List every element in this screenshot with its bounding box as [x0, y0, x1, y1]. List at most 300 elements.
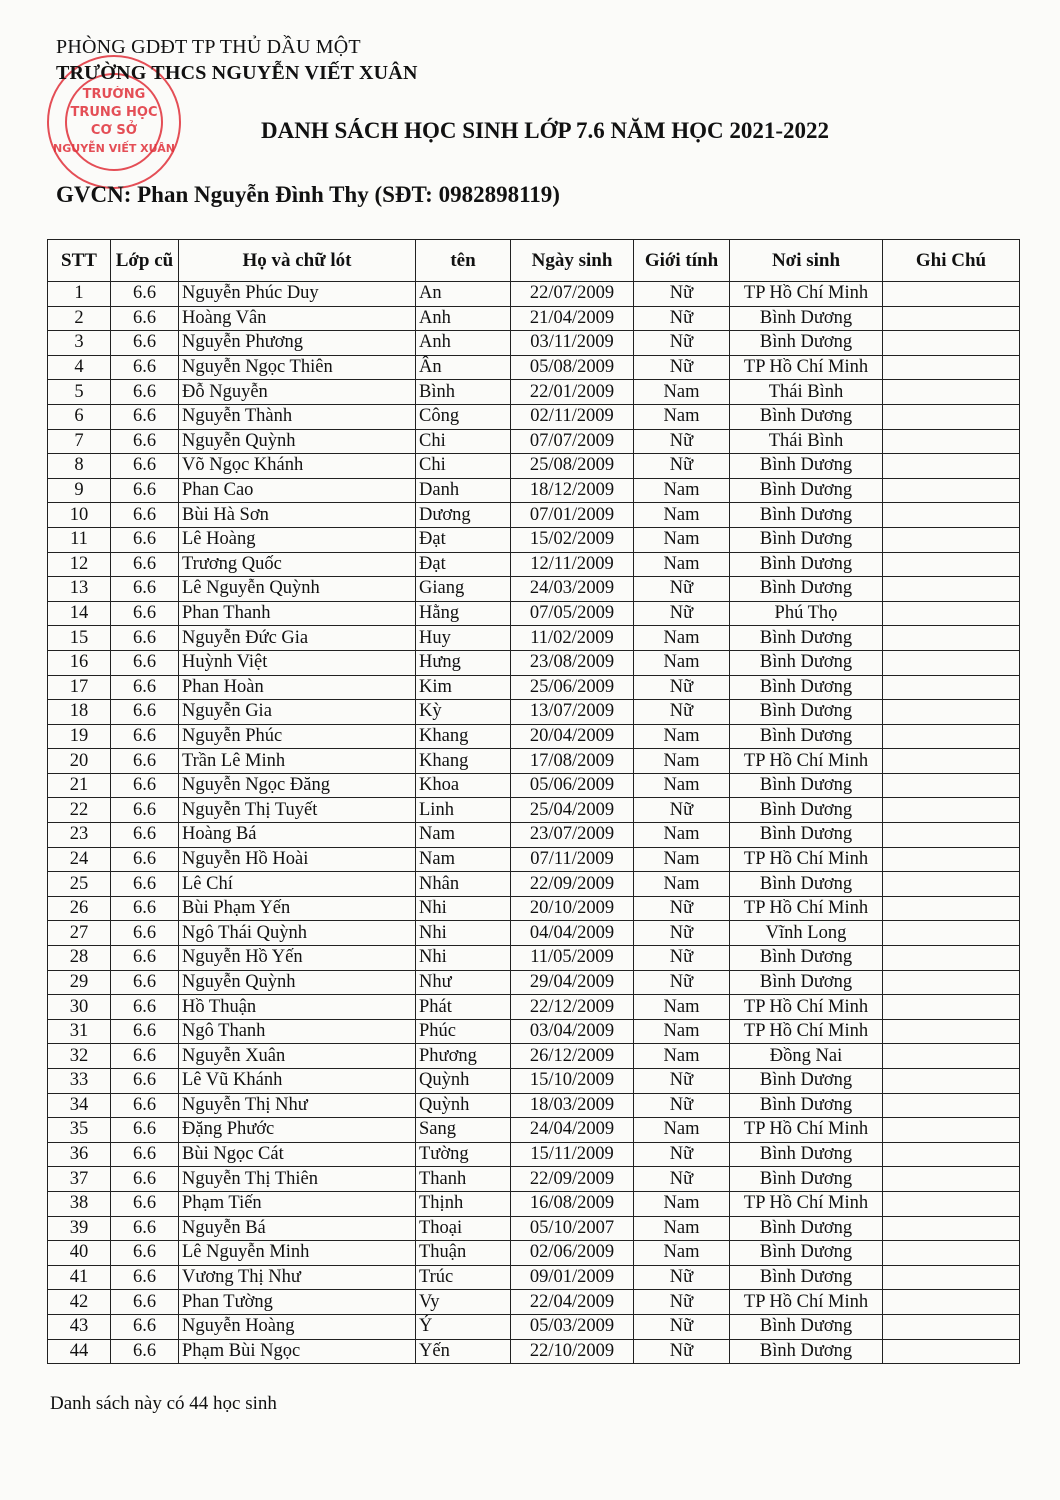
col-gender-cell: Nữ: [634, 1290, 730, 1315]
col-old-class-cell: 6.6: [111, 454, 179, 479]
col-note-cell: [883, 331, 1020, 356]
col-old-class-cell: 6.6: [111, 1019, 179, 1044]
col-old-class-cell: 6.6: [111, 601, 179, 626]
table-row: [48, 331, 1020, 356]
col-given-name-cell: Phát: [416, 995, 511, 1020]
col-surname-cell: Nguyễn Phúc Duy: [179, 282, 416, 307]
col-stt-cell: 18: [48, 700, 111, 725]
col-given-name-cell: Anh: [416, 306, 511, 331]
col-given-name-cell: An: [416, 282, 511, 307]
col-stt-cell: 5: [48, 380, 111, 405]
col-surname-cell: Huỳnh Việt: [179, 650, 416, 675]
col-given-name-cell: Thanh: [416, 1167, 511, 1192]
col-gender-cell: Nam: [634, 527, 730, 552]
col-surname-cell: Nguyễn Thị Thiên: [179, 1167, 416, 1192]
table-row: [48, 700, 1020, 725]
col-note-cell: [883, 724, 1020, 749]
col-birth-date-cell: 05/10/2007: [511, 1216, 634, 1241]
col-birth-place-cell: Bình Dương: [730, 872, 883, 897]
col-note-cell: [883, 1044, 1020, 1069]
col-old-class-cell: 6.6: [111, 896, 179, 921]
col-birth-date-cell: 23/08/2009: [511, 650, 634, 675]
table-row: [48, 1142, 1020, 1167]
col-stt-cell: 1: [48, 282, 111, 307]
col-birth-place-cell: Bình Dương: [730, 1093, 883, 1118]
col-birth-place-cell: TP Hồ Chí Minh: [730, 896, 883, 921]
col-birth-place-cell: Vĩnh Long: [730, 921, 883, 946]
col-given-name-cell: Công: [416, 404, 511, 429]
col-note-cell: [883, 1241, 1020, 1266]
col-birth-date-cell: 24/03/2009: [511, 577, 634, 602]
col-note-cell: [883, 1314, 1020, 1339]
col-old-class-cell: 6.6: [111, 282, 179, 307]
col-gender-cell: Nữ: [634, 970, 730, 995]
col-surname-cell: Ngô Thái Quỳnh: [179, 921, 416, 946]
col-gender-cell: Nữ: [634, 331, 730, 356]
col-gender-cell: Nam: [634, 847, 730, 872]
col-old-class-cell: 6.6: [111, 1191, 179, 1216]
col-surname-cell: Nguyễn Bá: [179, 1216, 416, 1241]
col-surname-cell: Nguyễn Đức Gia: [179, 626, 416, 651]
col-stt-cell: 6: [48, 404, 111, 429]
col-stt-cell: 39: [48, 1216, 111, 1241]
col-surname-header: Họ và chữ lót: [179, 240, 416, 282]
col-note-cell: [883, 626, 1020, 651]
col-stt-cell: 11: [48, 527, 111, 552]
col-old-class-cell: 6.6: [111, 1265, 179, 1290]
col-old-class-cell: 6.6: [111, 773, 179, 798]
table-row: [48, 1265, 1020, 1290]
col-gender-cell: Nữ: [634, 675, 730, 700]
col-birth-place-cell: Bình Dương: [730, 946, 883, 971]
col-old-class-cell: 6.6: [111, 1167, 179, 1192]
col-surname-cell: Lê Chí: [179, 872, 416, 897]
col-gender-cell: Nữ: [634, 429, 730, 454]
col-given-name-cell: Trúc: [416, 1265, 511, 1290]
col-given-name-cell: Quỳnh: [416, 1093, 511, 1118]
col-stt-cell: 32: [48, 1044, 111, 1069]
table-row: [48, 798, 1020, 823]
col-birth-place-cell: TP Hồ Chí Minh: [730, 355, 883, 380]
col-note-cell: [883, 872, 1020, 897]
col-old-class-cell: 6.6: [111, 503, 179, 528]
col-birth-date-cell: 26/12/2009: [511, 1044, 634, 1069]
department-name: PHÒNG GDĐT TP THỦ DẦU MỘT: [56, 36, 361, 58]
table-row: [48, 1314, 1020, 1339]
col-note-cell: [883, 306, 1020, 331]
col-given-name-cell: Nhi: [416, 921, 511, 946]
col-surname-cell: Đỗ Nguyễn: [179, 380, 416, 405]
col-old-class-cell: 6.6: [111, 626, 179, 651]
col-old-class-cell: 6.6: [111, 1216, 179, 1241]
col-birth-date-cell: 05/06/2009: [511, 773, 634, 798]
col-birth-place-cell: Bình Dương: [730, 577, 883, 602]
col-old-class-cell: 6.6: [111, 921, 179, 946]
table-row: [48, 404, 1020, 429]
col-gender-cell: Nam: [634, 503, 730, 528]
col-surname-cell: Nguyễn Hồ Hoài: [179, 847, 416, 872]
col-note-cell: [883, 454, 1020, 479]
col-stt-cell: 14: [48, 601, 111, 626]
col-note-header: Ghi Chú: [883, 240, 1020, 282]
col-note-cell: [883, 847, 1020, 872]
col-birth-date-cell: 07/01/2009: [511, 503, 634, 528]
col-stt-cell: 36: [48, 1142, 111, 1167]
col-birth-date-cell: 05/03/2009: [511, 1314, 634, 1339]
col-old-class-cell: 6.6: [111, 331, 179, 356]
col-gender-cell: Nữ: [634, 921, 730, 946]
col-surname-cell: Võ Ngọc Khánh: [179, 454, 416, 479]
col-old-class-cell: 6.6: [111, 1142, 179, 1167]
col-stt-cell: 22: [48, 798, 111, 823]
col-stt-cell: 17: [48, 675, 111, 700]
col-stt-cell: 27: [48, 921, 111, 946]
col-given-name-header: tên: [416, 240, 511, 282]
col-gender-cell: Nữ: [634, 1339, 730, 1364]
col-stt-cell: 20: [48, 749, 111, 774]
col-birth-place-cell: Bình Dương: [730, 503, 883, 528]
col-birth-date-cell: 09/01/2009: [511, 1265, 634, 1290]
col-stt-cell: 7: [48, 429, 111, 454]
col-stt-cell: 23: [48, 823, 111, 848]
col-birth-date-cell: 18/12/2009: [511, 478, 634, 503]
col-gender-cell: Nam: [634, 749, 730, 774]
table-row: [48, 626, 1020, 651]
table-row: [48, 946, 1020, 971]
col-gender-cell: Nữ: [634, 454, 730, 479]
col-birth-date-cell: 25/06/2009: [511, 675, 634, 700]
table-row: [48, 1339, 1020, 1364]
school-name: TRƯỜNG THCS NGUYỄN VIẾT XUÂN: [56, 62, 418, 84]
col-old-class-cell: 6.6: [111, 847, 179, 872]
table-row: [48, 1241, 1020, 1266]
col-birth-date-cell: 02/11/2009: [511, 404, 634, 429]
col-birth-place-cell: Bình Dương: [730, 1314, 883, 1339]
col-birth-place-cell: Bình Dương: [730, 823, 883, 848]
col-given-name-cell: Vy: [416, 1290, 511, 1315]
table-row: [48, 355, 1020, 380]
col-birth-place-cell: Bình Dương: [730, 724, 883, 749]
col-old-class-cell: 6.6: [111, 1093, 179, 1118]
col-note-cell: [883, 896, 1020, 921]
col-note-cell: [883, 1118, 1020, 1143]
col-surname-cell: Nguyễn Thị Tuyết: [179, 798, 416, 823]
col-birth-place-cell: TP Hồ Chí Minh: [730, 282, 883, 307]
col-birth-place-cell: TP Hồ Chí Minh: [730, 1290, 883, 1315]
col-birth-place-cell: Thái Bình: [730, 429, 883, 454]
col-birth-date-cell: 04/04/2009: [511, 921, 634, 946]
col-stt-cell: 25: [48, 872, 111, 897]
col-given-name-cell: Kỳ: [416, 700, 511, 725]
col-given-name-cell: Danh: [416, 478, 511, 503]
col-birth-place-cell: Đồng Nai: [730, 1044, 883, 1069]
col-gender-cell: Nam: [634, 1191, 730, 1216]
col-birth-place-cell: Bình Dương: [730, 1241, 883, 1266]
col-birth-place-cell: Bình Dương: [730, 1216, 883, 1241]
col-surname-cell: Nguyễn Gia: [179, 700, 416, 725]
col-note-cell: [883, 577, 1020, 602]
col-given-name-cell: Giang: [416, 577, 511, 602]
col-birth-place-cell: Bình Dương: [730, 1265, 883, 1290]
col-gender-cell: Nữ: [634, 1265, 730, 1290]
col-old-class-cell: 6.6: [111, 823, 179, 848]
col-stt-cell: 3: [48, 331, 111, 356]
table-row: [48, 1118, 1020, 1143]
col-stt-cell: 41: [48, 1265, 111, 1290]
col-birth-place-cell: Bình Dương: [730, 700, 883, 725]
col-stt-cell: 30: [48, 995, 111, 1020]
col-old-class-cell: 6.6: [111, 552, 179, 577]
col-note-cell: [883, 1216, 1020, 1241]
col-surname-cell: Bùi Hà Sơn: [179, 503, 416, 528]
col-surname-cell: Lê Hoàng: [179, 527, 416, 552]
col-stt-cell: 33: [48, 1069, 111, 1094]
col-gender-cell: Nữ: [634, 1167, 730, 1192]
table-row: [48, 429, 1020, 454]
table-row: [48, 306, 1020, 331]
col-given-name-cell: Đạt: [416, 552, 511, 577]
table-row: [48, 527, 1020, 552]
col-birth-date-cell: 15/11/2009: [511, 1142, 634, 1167]
col-gender-cell: Nữ: [634, 577, 730, 602]
col-old-class-cell: 6.6: [111, 1118, 179, 1143]
col-note-cell: [883, 823, 1020, 848]
col-gender-cell: Nam: [634, 872, 730, 897]
col-birth-place-cell: Bình Dương: [730, 773, 883, 798]
col-old-class-cell: 6.6: [111, 1069, 179, 1094]
table-row: [48, 454, 1020, 479]
col-birth-date-cell: 20/10/2009: [511, 896, 634, 921]
stamp-line-3: CƠ SỞ: [90, 123, 138, 138]
col-surname-cell: Nguyễn Quỳnh: [179, 429, 416, 454]
homeroom-teacher: GVCN: Phan Nguyễn Đình Thy (SĐT: 0982898119): [56, 182, 560, 207]
col-stt-cell: 9: [48, 478, 111, 503]
col-given-name-cell: Thịnh: [416, 1191, 511, 1216]
col-gender-cell: Nam: [634, 380, 730, 405]
col-given-name-cell: Thuận: [416, 1241, 511, 1266]
col-given-name-cell: Nam: [416, 823, 511, 848]
col-surname-cell: Phan Tường: [179, 1290, 416, 1315]
col-gender-cell: Nữ: [634, 896, 730, 921]
col-old-class-cell: 6.6: [111, 675, 179, 700]
table-row: [48, 478, 1020, 503]
col-birth-date-cell: 24/04/2009: [511, 1118, 634, 1143]
col-birth-place-cell: TP Hồ Chí Minh: [730, 1118, 883, 1143]
col-birth-date-cell: 07/07/2009: [511, 429, 634, 454]
col-birth-place-cell: Bình Dương: [730, 306, 883, 331]
col-stt-cell: 29: [48, 970, 111, 995]
table-row: [48, 749, 1020, 774]
col-note-cell: [883, 601, 1020, 626]
col-given-name-cell: Khang: [416, 724, 511, 749]
col-surname-cell: Trần Lê Minh: [179, 749, 416, 774]
col-gender-cell: Nữ: [634, 1093, 730, 1118]
col-note-cell: [883, 1265, 1020, 1290]
col-gender-cell: Nữ: [634, 1142, 730, 1167]
col-birth-date-cell: 18/03/2009: [511, 1093, 634, 1118]
col-stt-cell: 10: [48, 503, 111, 528]
col-birth-place-cell: TP Hồ Chí Minh: [730, 847, 883, 872]
col-note-cell: [883, 527, 1020, 552]
table-row: [48, 552, 1020, 577]
col-gender-cell: Nữ: [634, 282, 730, 307]
col-gender-cell: Nam: [634, 724, 730, 749]
col-given-name-cell: Khoa: [416, 773, 511, 798]
col-birth-date-cell: 03/11/2009: [511, 331, 634, 356]
col-surname-cell: Hoàng Vân: [179, 306, 416, 331]
col-surname-cell: Ngô Thanh: [179, 1019, 416, 1044]
table-row: [48, 282, 1020, 307]
col-old-class-cell: 6.6: [111, 946, 179, 971]
col-surname-cell: Hồ Thuận: [179, 995, 416, 1020]
col-note-cell: [883, 380, 1020, 405]
col-birth-place-cell: Bình Dương: [730, 675, 883, 700]
col-stt-cell: 16: [48, 650, 111, 675]
col-stt-cell: 40: [48, 1241, 111, 1266]
col-note-cell: [883, 1290, 1020, 1315]
col-surname-cell: Lê Nguyễn Minh: [179, 1241, 416, 1266]
col-gender-cell: Nam: [634, 1118, 730, 1143]
col-birth-date-header: Ngày sinh: [511, 240, 634, 282]
table-header-row: [48, 240, 1020, 282]
col-note-cell: [883, 650, 1020, 675]
col-given-name-cell: Tường: [416, 1142, 511, 1167]
col-given-name-cell: Bình: [416, 380, 511, 405]
col-note-cell: [883, 675, 1020, 700]
col-birth-date-cell: 16/08/2009: [511, 1191, 634, 1216]
col-note-cell: [883, 749, 1020, 774]
col-given-name-cell: Yến: [416, 1339, 511, 1364]
col-old-class-cell: 6.6: [111, 872, 179, 897]
col-gender-cell: Nam: [634, 1216, 730, 1241]
col-note-cell: [883, 921, 1020, 946]
document-title: DANH SÁCH HỌC SINH LỚP 7.6 NĂM HỌC 2021-2022: [261, 118, 829, 143]
col-surname-cell: Nguyễn Ngọc Đăng: [179, 773, 416, 798]
col-old-class-cell: 6.6: [111, 306, 179, 331]
col-note-cell: [883, 1191, 1020, 1216]
col-surname-cell: Vương Thị Như: [179, 1265, 416, 1290]
col-given-name-cell: Chi: [416, 454, 511, 479]
col-given-name-cell: Huy: [416, 626, 511, 651]
col-birth-date-cell: 22/01/2009: [511, 380, 634, 405]
col-note-cell: [883, 1142, 1020, 1167]
col-birth-date-cell: 13/07/2009: [511, 700, 634, 725]
col-note-cell: [883, 1339, 1020, 1364]
col-note-cell: [883, 404, 1020, 429]
col-birth-date-cell: 05/08/2009: [511, 355, 634, 380]
col-surname-cell: Nguyễn Thành: [179, 404, 416, 429]
col-given-name-cell: Nhân: [416, 872, 511, 897]
col-gender-cell: Nữ: [634, 946, 730, 971]
col-stt-cell: 31: [48, 1019, 111, 1044]
col-birth-place-cell: TP Hồ Chí Minh: [730, 1019, 883, 1044]
col-stt-cell: 44: [48, 1339, 111, 1364]
col-gender-cell: Nữ: [634, 700, 730, 725]
col-given-name-cell: Hằng: [416, 601, 511, 626]
col-gender-cell: Nam: [634, 478, 730, 503]
col-birth-date-cell: 22/10/2009: [511, 1339, 634, 1364]
col-birth-place-cell: Bình Dương: [730, 404, 883, 429]
col-given-name-cell: Anh: [416, 331, 511, 356]
col-gender-cell: Nam: [634, 404, 730, 429]
col-birth-place-cell: Bình Dương: [730, 478, 883, 503]
col-birth-date-cell: 21/04/2009: [511, 306, 634, 331]
col-birth-date-cell: 22/09/2009: [511, 872, 634, 897]
col-given-name-cell: Sang: [416, 1118, 511, 1143]
col-surname-cell: Phan Hoàn: [179, 675, 416, 700]
col-surname-cell: Nguyễn Quỳnh: [179, 970, 416, 995]
col-given-name-cell: Hưng: [416, 650, 511, 675]
col-note-cell: [883, 1167, 1020, 1192]
table-row: [48, 823, 1020, 848]
col-birth-date-cell: 15/02/2009: [511, 527, 634, 552]
col-surname-cell: Nguyễn Phương: [179, 331, 416, 356]
col-birth-place-cell: Bình Dương: [730, 1142, 883, 1167]
col-stt-header: STT: [48, 240, 111, 282]
col-old-class-cell: 6.6: [111, 798, 179, 823]
col-birth-place-cell: Bình Dương: [730, 454, 883, 479]
col-birth-place-cell: TP Hồ Chí Minh: [730, 995, 883, 1020]
col-stt-cell: 13: [48, 577, 111, 602]
col-note-cell: [883, 552, 1020, 577]
col-birth-place-cell: Bình Dương: [730, 1167, 883, 1192]
col-note-cell: [883, 1019, 1020, 1044]
col-old-class-cell: 6.6: [111, 380, 179, 405]
col-stt-cell: 34: [48, 1093, 111, 1118]
col-note-cell: [883, 355, 1020, 380]
table-row: [48, 1216, 1020, 1241]
col-note-cell: [883, 995, 1020, 1020]
col-note-cell: [883, 1093, 1020, 1118]
bleed-through-text: [700, 30, 705, 51]
col-old-class-cell: 6.6: [111, 1290, 179, 1315]
col-gender-cell: Nam: [634, 1241, 730, 1266]
col-old-class-cell: 6.6: [111, 577, 179, 602]
table-row: [48, 1290, 1020, 1315]
col-given-name-cell: Ân: [416, 355, 511, 380]
col-birth-date-cell: 22/12/2009: [511, 995, 634, 1020]
table-row: [48, 380, 1020, 405]
col-stt-cell: 43: [48, 1314, 111, 1339]
col-gender-cell: Nam: [634, 650, 730, 675]
col-birth-place-cell: Bình Dương: [730, 331, 883, 356]
col-birth-place-cell: Bình Dương: [730, 970, 883, 995]
col-old-class-cell: 6.6: [111, 650, 179, 675]
col-gender-header: Giới tính: [634, 240, 730, 282]
col-stt-cell: 15: [48, 626, 111, 651]
col-stt-cell: 2: [48, 306, 111, 331]
col-old-class-cell: 6.6: [111, 995, 179, 1020]
col-given-name-cell: Quỳnh: [416, 1069, 511, 1094]
col-surname-cell: Nguyễn Thị Như: [179, 1093, 416, 1118]
col-birth-place-cell: Bình Dương: [730, 527, 883, 552]
table-row: [48, 650, 1020, 675]
col-surname-cell: Bùi Phạm Yến: [179, 896, 416, 921]
col-stt-cell: 8: [48, 454, 111, 479]
col-surname-cell: Lê Vũ Khánh: [179, 1069, 416, 1094]
col-old-class-cell: 6.6: [111, 527, 179, 552]
table-row: [48, 872, 1020, 897]
col-old-class-cell: 6.6: [111, 1339, 179, 1364]
col-gender-cell: Nam: [634, 1044, 730, 1069]
col-old-class-cell: 6.6: [111, 355, 179, 380]
table-row: [48, 995, 1020, 1020]
col-surname-cell: Bùi Ngọc Cát: [179, 1142, 416, 1167]
col-birth-place-cell: Phú Thọ: [730, 601, 883, 626]
col-surname-cell: Phạm Tiến: [179, 1191, 416, 1216]
col-stt-cell: 26: [48, 896, 111, 921]
col-surname-cell: Phan Thanh: [179, 601, 416, 626]
